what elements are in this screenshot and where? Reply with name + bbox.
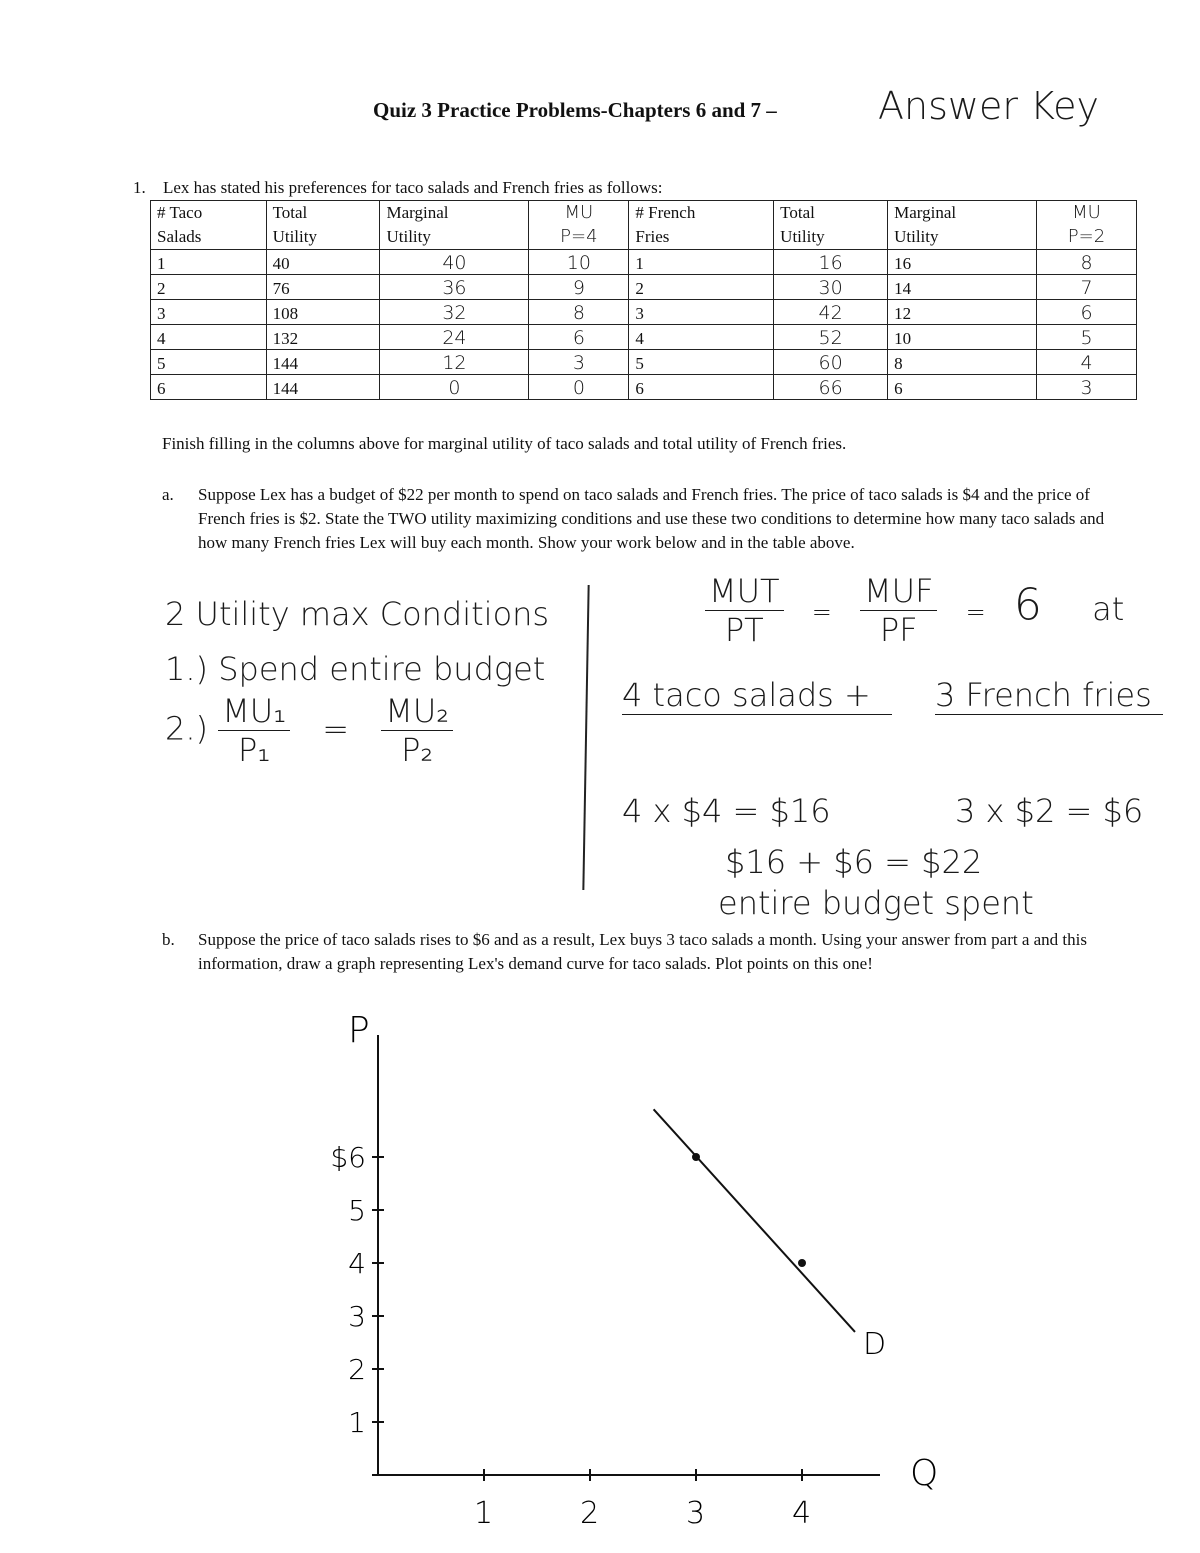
table-row: 4 132 24 6 4 52 10 5 bbox=[151, 325, 1137, 350]
answer-condition-2: 2.) $\frac{\text{MU₁}}{\text{P₁}}$ = $\frac{\text{MU₂}}{\text{P₂}}$ bbox=[165, 692, 453, 769]
question-intro-text: Lex has stated his preferences for taco salads and French fries as follows: bbox=[163, 178, 663, 197]
x-tick-label: 3 bbox=[686, 1496, 706, 1531]
finish-instruction: Finish filling in the columns above for marginal utility of taco salads and total utility of French fries. bbox=[162, 434, 847, 453]
answer-heading: 2 Utility max Conditions bbox=[165, 595, 550, 633]
utility-table bbox=[150, 200, 1137, 400]
y-tick-label: 3 bbox=[348, 1300, 366, 1333]
part-a-label: a. bbox=[162, 485, 174, 504]
table-row: 2 76 36 9 2 30 14 7 bbox=[151, 275, 1137, 300]
y-tick-label: 4 bbox=[348, 1247, 366, 1280]
demand-curve-label: D bbox=[863, 1326, 887, 1362]
page-title: Quiz 3 Practice Problems-Chapters 6 and 7 – bbox=[373, 98, 777, 122]
header-fries-mu-per-price: MU P=2 bbox=[1036, 201, 1136, 250]
answer-conclusion: entire budget spent bbox=[718, 884, 1034, 922]
x-tick-label: 2 bbox=[580, 1496, 600, 1531]
y-axis-label: P bbox=[348, 1010, 370, 1051]
answer-key-annotation: Answer Key bbox=[878, 84, 1099, 128]
part-a-text: Suppose Lex has a budget of $22 per month to spend on taco salads and French fries. The price of taco salads is $4 and the price of French fries is $2. State the TWO utility maximizing conditions and use these two conditions to determine how many taco salads and how many French fries Lex will buy each month. Show your work below and in the table above. bbox=[198, 485, 1105, 552]
header-taco-marginal-utility: Marginal Utility bbox=[380, 201, 529, 250]
y-tick-label: $6 bbox=[330, 1141, 366, 1174]
table-header-row bbox=[151, 201, 1137, 250]
y-tick-label: 1 bbox=[348, 1406, 366, 1439]
header-taco-total-utility: Total Utility bbox=[266, 201, 380, 250]
answer-fries-result: 3 French fries bbox=[935, 676, 1163, 715]
part-b-text: Suppose the price of taco salads rises to $6 and as a result, Lex buys 3 taco salads a month. Using your answer from part a and this information, draw a graph representing Lex's demand curve for taco salads. Plot points on this one! bbox=[198, 930, 1087, 973]
header-taco-qty: # Taco Salads bbox=[151, 201, 267, 250]
question-number: 1. bbox=[133, 178, 146, 197]
answer-taco-result: 4 taco salads + bbox=[622, 676, 892, 715]
table-row: 6 144 0 0 6 66 6 3 bbox=[151, 375, 1137, 400]
demand-point bbox=[798, 1259, 806, 1267]
x-tick-label: 4 bbox=[792, 1496, 812, 1531]
answer-ratio-equation: $\frac{\text{MUT}}{PT}$ = $\frac{\text{MUF}}{PF}$ = 6 at bbox=[705, 572, 1124, 649]
demand-curve-line bbox=[654, 1109, 855, 1332]
question-1-intro bbox=[133, 178, 662, 198]
x-tick-label: 1 bbox=[474, 1496, 494, 1531]
x-axis-label: Q bbox=[910, 1453, 939, 1494]
answer-divider bbox=[582, 585, 589, 890]
answer-taco-calc: 4 x $4 = $16 bbox=[622, 792, 831, 830]
table-row: 3 108 32 8 3 42 12 6 bbox=[151, 300, 1137, 325]
demand-point bbox=[692, 1153, 700, 1161]
header-fries-qty: # French Fries bbox=[629, 201, 774, 250]
table-row: 5 144 12 3 5 60 8 4 bbox=[151, 350, 1137, 375]
part-b-label: b. bbox=[162, 930, 175, 949]
answer-fries-calc: 3 x $2 = $6 bbox=[955, 792, 1144, 830]
header-taco-mu-per-price: MU P=4 bbox=[529, 201, 629, 250]
answer-condition-1: 1.) Spend entire budget bbox=[165, 650, 546, 688]
answer-total-calc: $16 + $6 = $22 bbox=[725, 843, 983, 881]
y-tick-label: 2 bbox=[348, 1353, 366, 1386]
header-fries-marginal-utility: Marginal Utility bbox=[888, 201, 1037, 250]
header-fries-total-utility: Total Utility bbox=[774, 201, 888, 250]
y-tick-label: 5 bbox=[348, 1194, 366, 1227]
table-row: 1 40 40 10 1 16 16 8 bbox=[151, 250, 1137, 275]
demand-curve-chart bbox=[300, 1000, 960, 1540]
